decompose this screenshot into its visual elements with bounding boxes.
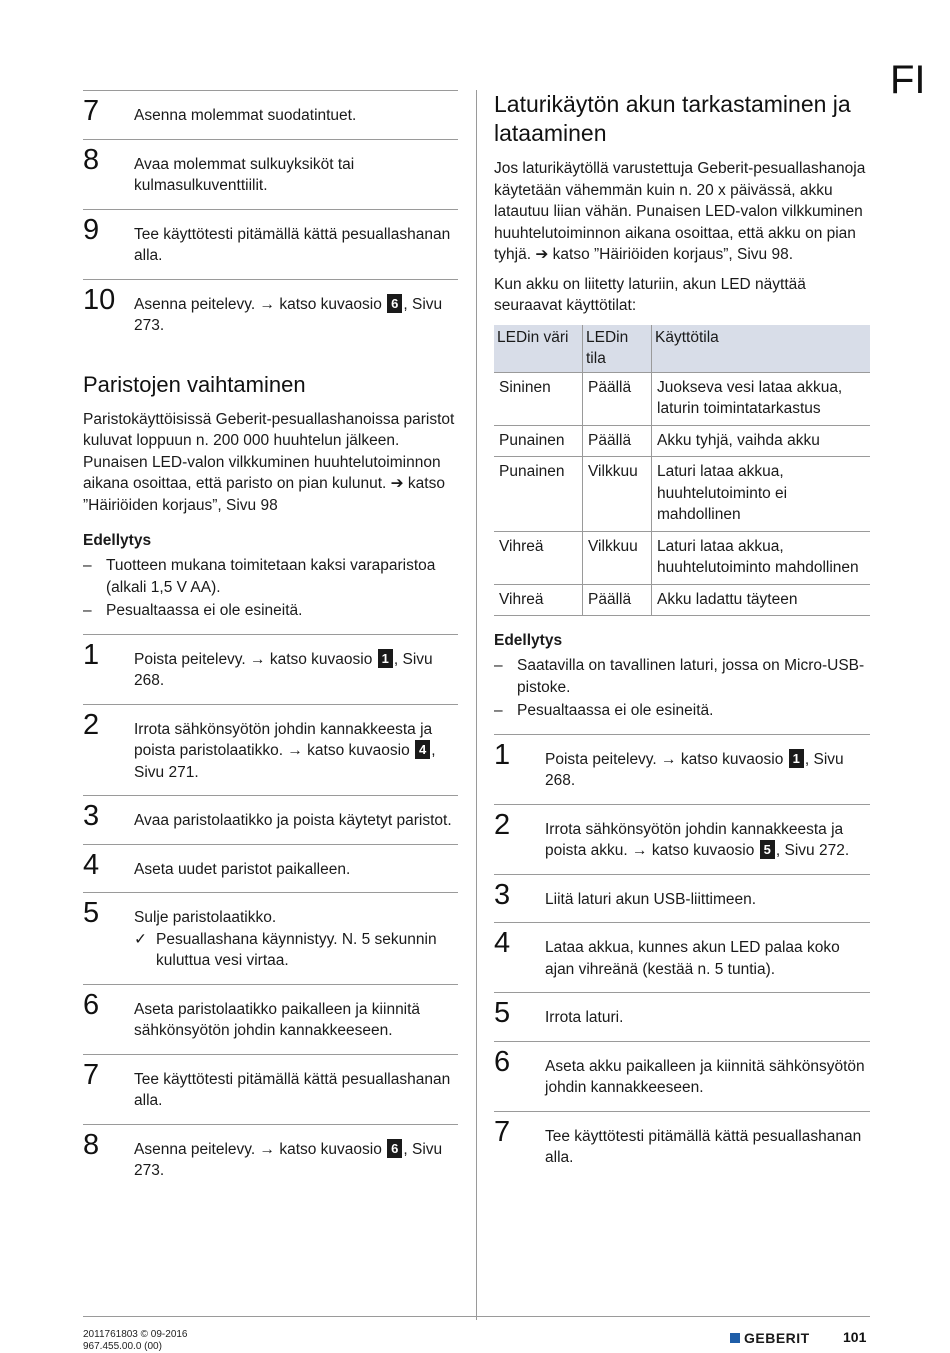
precondition-heading: Edellytys — [83, 532, 152, 549]
step-number: 8 — [83, 1128, 100, 1161]
step-item — [83, 209, 458, 279]
list-item: – Pesualtaassa ei ole esineitä. — [494, 702, 714, 719]
step-item — [494, 922, 870, 992]
step-text: Asenna molemmat suodatintuet. — [134, 107, 357, 124]
step-item — [83, 1124, 458, 1194]
battery-intro: Paristokäyttöisissä Geberit-pesuallashanoissa paristot kuluvat loppuun n. 200 000 huuhtelun jälkeen. Punaisen LED-valon vilkkuminen huuhtelutoiminnon aikana osoittaa, että paristo on pian kulunut. ➔ katso ”Häiriöiden korjaus”, Sivu 98 — [83, 410, 455, 514]
step-number: 1 — [83, 638, 100, 671]
step-text: Tee käyttötesti pitämällä kättä pesuallashanan alla. — [134, 1070, 451, 1109]
left-column — [83, 90, 458, 1194]
charger-intro-2: Kun akku on liitetty laturiin, akun LED näyttää seuraavat käyttötilat: — [494, 275, 806, 314]
table-cell: Vilkkuu — [583, 457, 652, 532]
list-item: – Pesualtaassa ei ole esineitä. — [83, 602, 303, 619]
step-result: ✓ Pesuallashana käynnistyy. N. 5 sekunnin kuluttua vesi virtaa. — [134, 930, 437, 969]
footer-divider — [83, 1316, 870, 1317]
list-item: – Saatavilla on tavallinen laturi, jossa on Micro-USB-pistoke. — [494, 657, 865, 696]
step-text: Asenna peitelevy. → katso kuvaosio 6 , Sivu 273. — [134, 1140, 443, 1179]
step-item — [83, 984, 458, 1054]
step-item — [494, 1041, 870, 1111]
figure-reference-badge: 1 — [378, 649, 393, 668]
step-number: 5 — [494, 997, 511, 1029]
step-number: 8 — [83, 143, 100, 176]
table-cell: Päällä — [583, 425, 652, 457]
step-number: 6 — [494, 1045, 511, 1078]
step-number: 3 — [494, 878, 511, 911]
right-column — [494, 90, 870, 1181]
step-text: Avaa molemmat sulkuyksiköt tai kulmasulkuventtiilit. — [134, 155, 355, 194]
charger-steps — [494, 734, 870, 1181]
table-cell: Akku ladattu täyteen — [652, 584, 871, 616]
section-title-charger-battery: Laturikäytön akun tarkastaminen ja lataaminen — [494, 91, 851, 146]
step-item — [494, 734, 870, 804]
step-text: Tee käyttötesti pitämällä kättä pesuallashanan alla. — [134, 225, 451, 264]
step-text: Aseta uudet paristot paikalleen. — [134, 860, 351, 878]
step-item — [83, 634, 458, 704]
step-item — [83, 892, 458, 984]
step-text: Poista peitelevy. → katso kuvaosio 1 , Sivu 268. — [134, 650, 433, 689]
list-item: – Tuotteen mukana toimitetaan kaksi varaparistoa (alkali 1,5 V AA). — [83, 557, 436, 596]
step-text: Poista peitelevy. → katso kuvaosio 1 , Sivu 268. — [545, 750, 844, 789]
charger-intro: Jos laturikäytöllä varustettuja Geberit-pesuallashanoja käytetään vähemmän kuin n. 20 x päivässä, akku latautuu liian vähän. Punaisen LED-valon vilkkuminen huuhtelutoiminnon aikana osoittaa, että akku on pian tyhjä. ➔ katso ”Häiriöiden korjaus”, Sivu 98. — [494, 160, 866, 263]
check-icon: ✓ — [134, 930, 147, 948]
precondition-list — [494, 655, 870, 722]
table-cell: Juokseva vesi lataa akkua, laturin toimintatarkastus — [652, 372, 871, 425]
step-item — [83, 139, 458, 209]
step-item — [83, 1054, 458, 1124]
table-cell: Sininen — [494, 372, 583, 425]
table-header: LEDin väri — [494, 325, 583, 373]
step-item — [494, 804, 870, 874]
step-item — [83, 795, 458, 844]
table-row — [494, 425, 870, 457]
step-number: 4 — [494, 927, 511, 959]
table-cell: Akku tyhjä, vaihda akku — [652, 425, 871, 457]
step-number: 5 — [83, 897, 100, 929]
precondition-list — [83, 555, 458, 622]
step-text: Avaa paristolaatikko ja poista käytetyt paristot. — [134, 812, 452, 829]
step-text: Lataa akkua, kunnes akun LED palaa koko ajan vihreänä (kestää n. 5 tuntia). — [545, 939, 840, 978]
language-tag: FI — [890, 58, 926, 102]
step-text: Irrota laturi. — [545, 1009, 624, 1026]
table-cell: Päällä — [583, 372, 652, 425]
table-header: LEDin tila — [583, 325, 652, 373]
step-number: 3 — [83, 800, 100, 832]
table-cell: Punainen — [494, 457, 583, 532]
table-cell: Laturi lataa akkua, huuhtelutoiminto ei mahdollinen — [652, 457, 871, 532]
document-code: 2011761803 © 09-2016 967.455.00.0 (00) — [83, 1329, 188, 1352]
table-cell: Punainen — [494, 425, 583, 457]
table-cell: Vilkkuu — [583, 531, 652, 584]
step-item — [83, 279, 458, 349]
step-number: 6 — [83, 988, 100, 1021]
precondition-heading: Edellytys — [494, 632, 563, 649]
step-number: 2 — [494, 808, 511, 841]
section-title-battery-replacement: Paristojen vaihtaminen — [83, 371, 306, 397]
table-cell: Päällä — [583, 584, 652, 616]
table-cell: Vihreä — [494, 584, 583, 616]
table-cell: Laturi lataa akkua, huuhtelutoiminto mahdollinen — [652, 531, 871, 584]
step-text: Irrota sähkönsyötön johdin kannakkeesta ja poista akku. → katso kuvaosio 5 , Sivu 272. — [545, 820, 850, 859]
step-text: Irrota sähkönsyötön johdin kannakkeesta ja poista paristolaatikko. → katso kuvaosio 4 , Sivu 271. — [134, 720, 436, 781]
column-divider — [476, 90, 477, 1320]
step-text: Tee käyttötesti pitämällä kättä pesuallashanan alla. — [545, 1127, 862, 1166]
step-number: 4 — [83, 848, 100, 881]
step-text: Aseta akku paikalleen ja kiinnitä sähkönsyötön johdin kannakkeeseen. — [545, 1057, 865, 1096]
step-item — [494, 992, 870, 1041]
table-row — [494, 531, 870, 584]
figure-reference-badge: 6 — [387, 1139, 402, 1158]
page-number: 101 — [843, 1329, 867, 1345]
install-steps-continued — [83, 90, 458, 349]
step-item — [83, 844, 458, 893]
led-status-table — [494, 325, 870, 617]
table-header: Käyttötila — [652, 325, 871, 373]
figure-reference-badge: 4 — [415, 740, 430, 759]
table-row — [494, 372, 870, 425]
table-row — [494, 457, 870, 532]
figure-reference-badge: 5 — [760, 840, 775, 859]
step-text: Liitä laturi akun USB-liittimeen. — [545, 890, 757, 908]
figure-reference-badge: 1 — [789, 749, 804, 768]
step-number: 7 — [83, 95, 100, 127]
step-item — [83, 90, 458, 139]
battery-replacement-steps — [83, 634, 458, 1194]
figure-reference-badge: 6 — [387, 294, 402, 313]
step-text: Asenna peitelevy. → katso kuvaosio 6 , Sivu 273. — [134, 295, 443, 334]
step-item — [83, 704, 458, 796]
table-cell: Vihreä — [494, 531, 583, 584]
step-text: Aseta paristolaatikko paikalleen ja kiinnitä sähkönsyötön johdin kannakkeeseen. — [134, 1000, 421, 1039]
step-item — [494, 1111, 870, 1181]
step-item — [494, 874, 870, 923]
step-number: 2 — [83, 708, 100, 741]
logo-square-icon — [730, 1333, 740, 1343]
step-number: 7 — [83, 1058, 100, 1091]
step-number: 7 — [494, 1115, 511, 1148]
table-header-row — [494, 325, 870, 373]
geberit-logo: GEBERIT — [730, 1330, 810, 1346]
step-number: 1 — [494, 738, 511, 771]
table-row — [494, 584, 870, 616]
step-text: Sulje paristolaatikko. — [134, 909, 277, 926]
step-number: 10 — [83, 283, 116, 316]
step-number: 9 — [83, 213, 100, 246]
